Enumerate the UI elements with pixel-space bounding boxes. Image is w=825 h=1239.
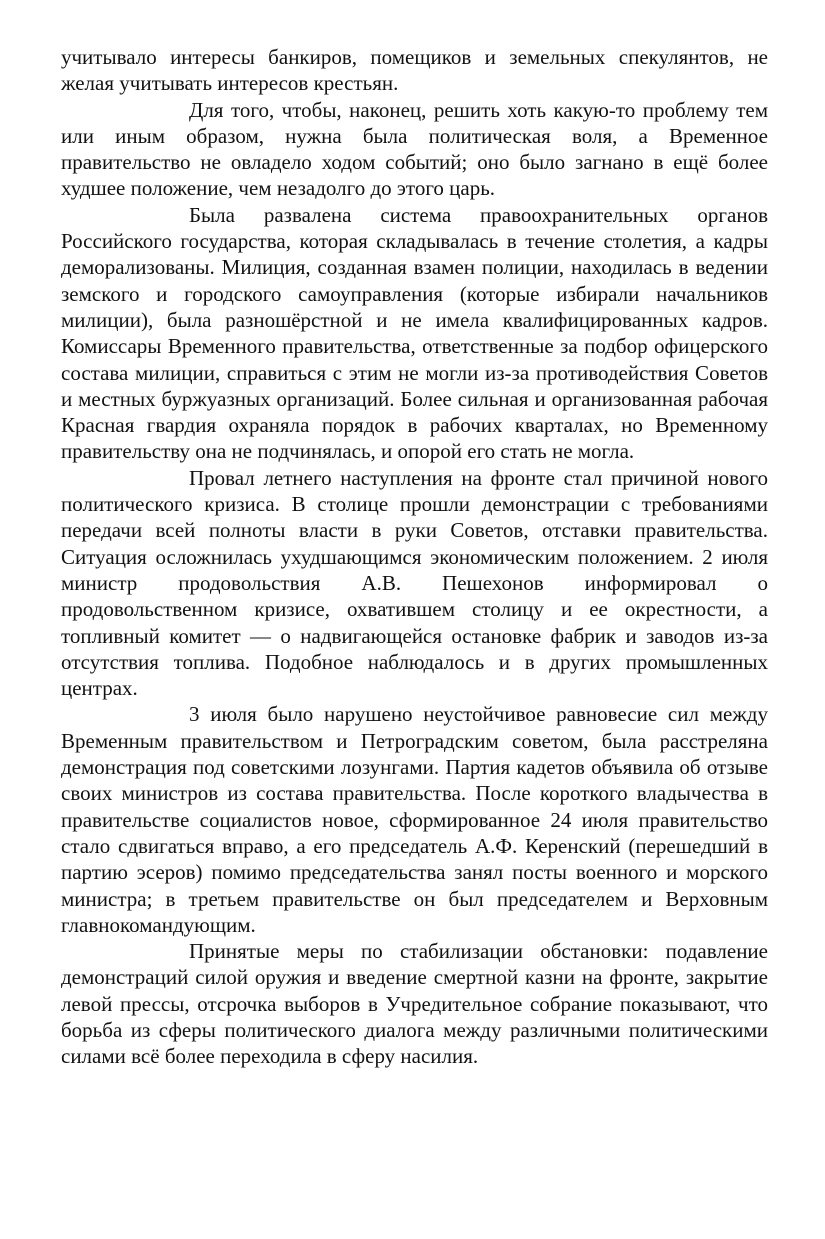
paragraph-4: Провал летнего наступления на фронте стал причиной нового политического кризиса. В столице прошли демонстрации с требованиями передачи всей полноты власти в руки Советов, отставки правительства. Ситуация осложнилась ухудшающимся экономическим положением. 2 июля министр продовольствия А.В. Пешехонов информировал о продовольственном кризисе, охватившем столицу и ее окрестности, а топливный комитет — о надвигающейся остановке фабрик и заводов из-за отсутствия топлива. Подобное наблюдалось и в других промышленных центрах. — [61, 465, 768, 701]
document-page — [61, 44, 768, 1070]
paragraph-6: Принятые меры по стабилизации обстановки: подавление демонстраций силой оружия и введение смертной казни на фронте, закрытие левой прессы, отсрочка выборов в Учредительное собрание показывают, что борьба из сферы политического диалога между различными политическими силами всё более переходила в сферу насилия. — [61, 939, 768, 1069]
paragraph-1: учитывало интересы банкиров, помещиков и земельных спекулянтов, не желая учитывать интересов крестьян. — [61, 45, 768, 96]
paragraph-2: Для того, чтобы, наконец, решить хоть какую-то проблему тем или иным образом, нужна была политическая воля, а Временное правительство не овладело ходом событий; оно было загнано в ещё более худшее положение, чем незадолго до этого царь. — [61, 97, 768, 201]
paragraph-5: 3 июля было нарушено неустойчивое равновесие сил между Временным правительством и Петроградским советом, была расстреляна демонстрация под советскими лозунгами. Партия кадетов объявила об отзыве своих министров из состава правительства. После короткого владычества в правительстве социалистов новое, сформированное 24 июля правительство стало сдвигаться вправо, а его председатель А.Ф. Керенский (перешедший в партию эсеров) помимо председательства занял посты военного и морского министра; в третьем правительстве он был председателем и Верховным главнокомандующим. — [61, 702, 768, 937]
paragraph-3: Была развалена система правоохранительных органов Российского государства, которая складывалась в течение столетия, а кадры деморализованы. Милиция, созданная взамен полиции, находилась в ведении земского и городского самоуправления (которые избирали начальников милиции), была разношёрстной и не имела квалифицированных кадров. Комиссары Временного правительства, ответственные за подбор офицерского состава милиции, справиться с этим не могли из-за противодействия Советов и местных буржуазных организаций. Более сильная и организованная рабочая Красная гвардия охраняла порядок в рабочих кварталах, но Временному правительству она не подчинялась, и опорой его стать не могла. — [61, 202, 768, 464]
